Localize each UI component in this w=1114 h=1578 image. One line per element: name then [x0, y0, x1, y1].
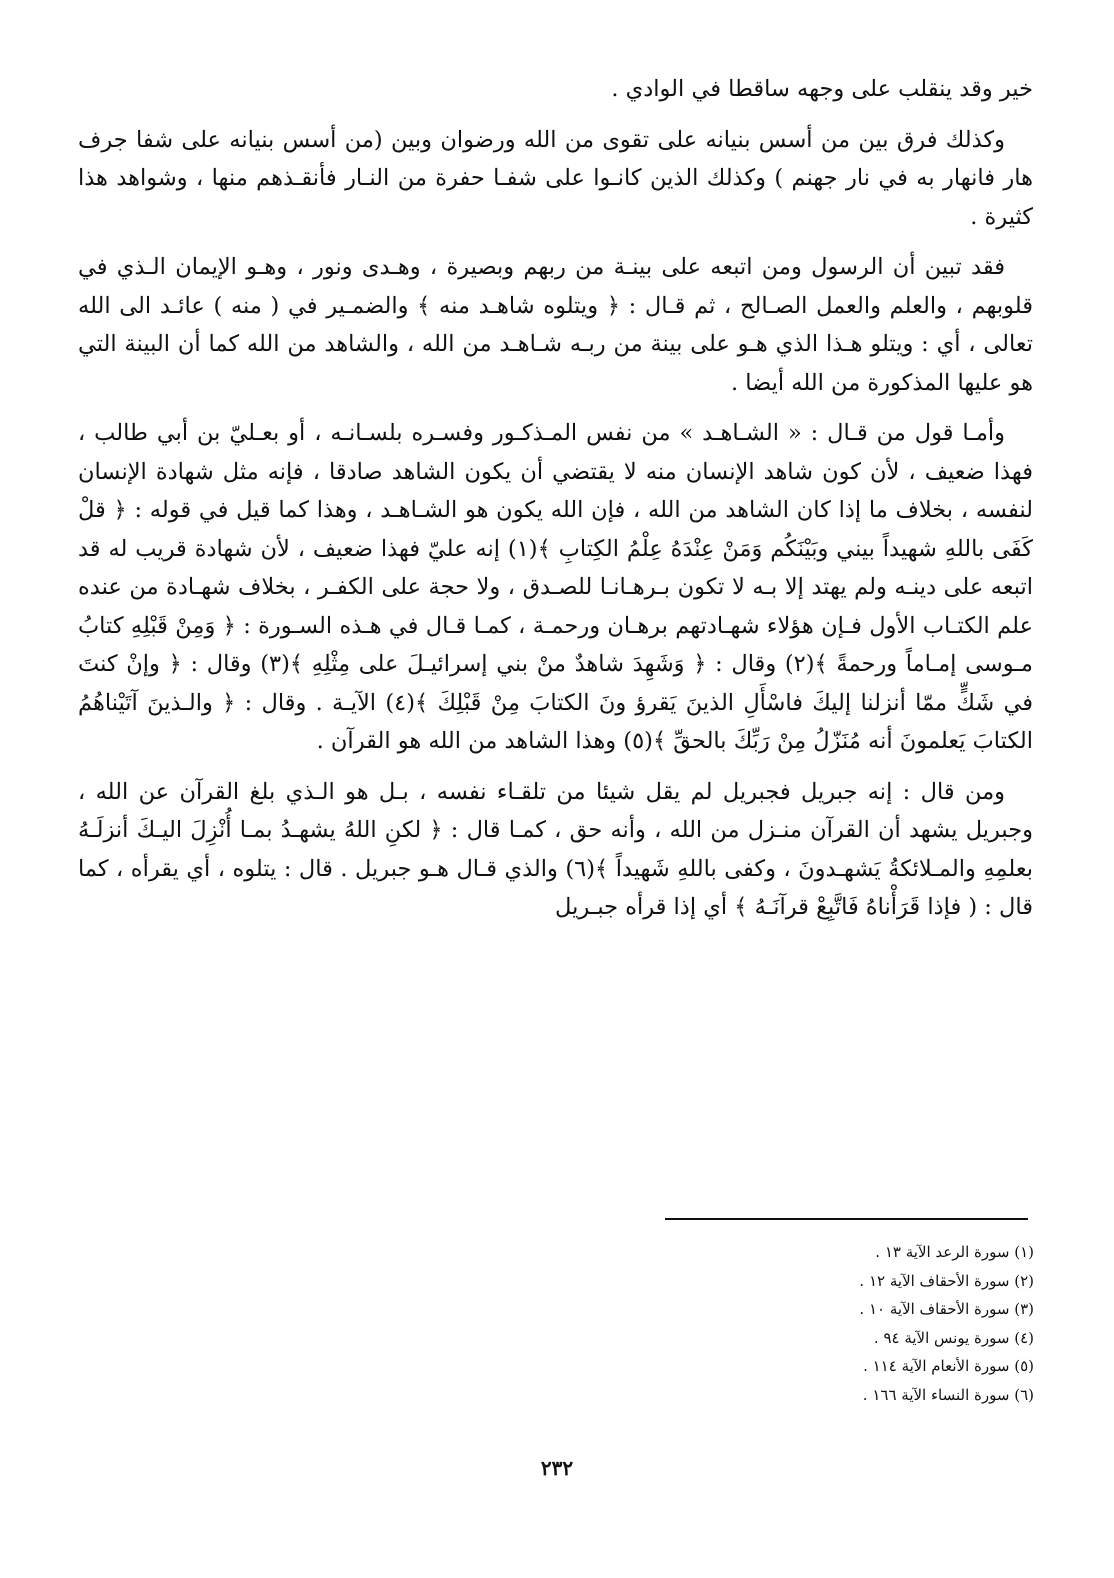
paragraph: وأمـا قول من قـال : « الشـاهـد » من نفس المـذكـور وفسـره بلسـانـه ، أو بعـليّ بن أبي طالب ، فهذا ضعيف ، لأن كون شاهد الإنسان منه لا يقتضي أن يكون الشاهد صادقا ، فإنه مثل شهادة الإنسان لنفسه ، بخلاف ما إذا كان الشاهد من الله ، فإن الله يكون هو الشـاهـد ، وهذا كما قيل في قوله : ﴿ قلْ كَفَى باللهِ شهيداً بيني وبَيْنَكُم وَمَنْ عِنْدَهُ عِلْمُ الكِتابِ ﴾(١) إنه عليّ فهذا ضعيف ، لأن شهادة قريب له قد اتبعه على دينـه ولم يهتد إلا بـه لا تكون بـرهـانـا للصـدق ، ولا حجة على الكفـر ، بخلاف شهـادة من عنده علم الكتـاب الأول فـإن هؤلاء شهـادتهم برهـان ورحمـة ، كمـا قـال في هـذه السـورة : ﴿ وَمِنْ قَبْلِهِ كتابُ مـوسى إمـاماً ورحمةً ﴾(٢) وقال : ﴿ وَشَهِدَ شاهدٌ منْ بني إسرائيـلَ على مِثْلِهِ ﴾(٣) وقال : ﴿ وإنْ كنتَ في شَكٍّ ممّا أنزلنا إليكَ فاسْأَلِ الذينَ يَقرؤ ونَ الكتابَ مِنْ قَبْلِكَ ﴾(٤) الآيـة . وقال : ﴿ والـذينَ آتَيْناهُمُ الكتابَ يَعلمونَ أنه مُنَزّلُ مِنْ رَبِّكَ بالحقِّ ﴾(٥) وهذا الشاهد من الله هو القرآن . [78, 420, 1033, 754]
paragraph: فقد تبين أن الرسول ومن اتبعه على بينـة من ربهم وبصيرة ، وهـدى ونور ، وهـو الإيمان الـذي في قلوبهم ، والعلم والعمل الصـالح ، ثم قـال : ﴿ ويتلوه شاهـد منه ﴾ والضمـير في ( منه ) عائـد الى الله تعالى ، أي : ويتلو هـذا الذي هـو على بينة من ربـه شـاهـد من الله ، والشاهد من الله كما أن البينة التي هو عليها المذكورة من الله أيضا . [78, 254, 1033, 396]
footnote: (٣) سورة الأحقاف الآية ١٠ . [859, 1300, 1034, 1318]
footnote: (١) سورة الرعد الآية ١٣ . [875, 1243, 1034, 1261]
footnote-separator [665, 1218, 1028, 1220]
main-text [78, 70, 1033, 939]
footnote: (٥) سورة الأنعام الآية ١١٤ . [863, 1357, 1034, 1375]
footnote: (٦) سورة النساء الآية ١٦٦ . [862, 1385, 1034, 1404]
paragraph: وكذلك فرق بين من أسس بنيانه على تقوى من الله ورضوان وبين (من أسس بنيانه على شفا جرف هار فانهار به في نار جهنم ) وكذلك الذين كانـوا على شفـا حفرة من النـار فأنقـذهم منها ، وشواهد هذا كثيرة . [78, 126, 1033, 230]
footnote: (٢) سورة الأحقاف الآية ١٢ . [859, 1271, 1034, 1290]
paragraph: ومن قال : إنه جبريل فجبريل لم يقل شيئا من تلقـاء نفسه ، بـل هو الـذي بلغ القرآن عن الله ، وجبريل يشهد أن القرآن منـزل من الله ، وأنه حق ، كمـا قال : ﴿ لكنِ اللهُ يشهـدُ بمـا أُنْزِلَ اليـكَ أنزلَـهُ بعلمِهِ والمـلائكةُ يَشهـدونَ ، وكفى باللهِ شَهيداً ﴾(٦) والذي قـال هـو جبريل . قال : يتلوه ، أي يقرأه ، كما قال : ( فإذا قَرَأْناهُ فَاتَّبِعْ قرآنَـهُ ﴾ أي إذا قرأه جبـريل [78, 778, 1033, 920]
page-number: ٢٣٢ [540, 1456, 574, 1480]
footnotes [614, 1238, 1034, 1409]
paragraph-continuation: خير وقد ينقلب على وجهه ساقطا في الوادي . [611, 76, 1033, 102]
footnote: (٤) سورة يونس الآية ٩٤ . [873, 1328, 1034, 1347]
